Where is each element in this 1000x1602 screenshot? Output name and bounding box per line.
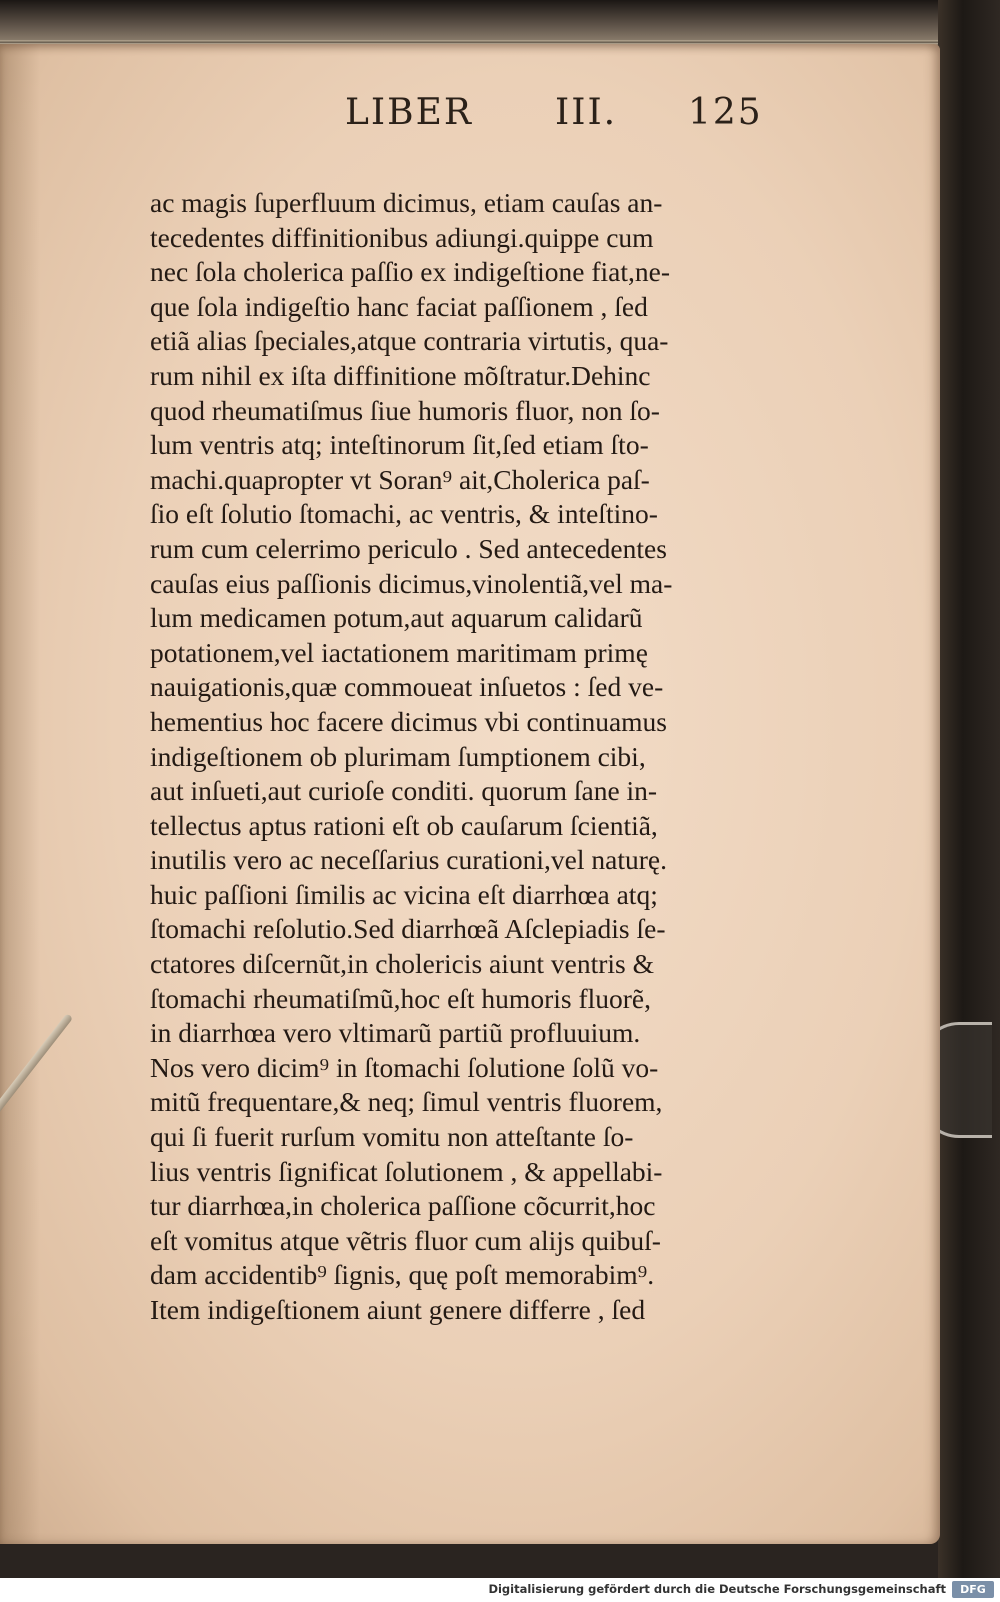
dfg-logo: DFG (952, 1581, 994, 1598)
text-line: rum nihil ex iſta diffinitione mõſtratur.Dehinc (150, 359, 651, 391)
text-line: indigeſtionem ob plurimam ſumptionem cibi, (150, 740, 646, 772)
text-line: ctatores diſcernũt,in cholericis aiunt ventris & (150, 948, 655, 980)
text-line: rum cum celerrimo periculo . Sed antecedentes (150, 532, 667, 564)
text-line: dam accidentib⁹ ſignis, quę poſt memorabim⁹. (150, 1259, 655, 1291)
text-line: lius ventris ſignificat ſolutionem , & appellabi‑ (150, 1155, 663, 1187)
text-line: huic paſſioni ſimilis ac vicina eſt diarrhœa atq; (150, 878, 658, 910)
text-line: eſt vomitus atque vẽtris fluor cum alijs quibuſ‑ (150, 1224, 661, 1256)
bookmark-thread (0, 1013, 73, 1120)
text-line: ſtomachi rheumatiſmũ,hoc eſt humoris fluorẽ, (150, 982, 651, 1014)
text-line: nec ſola cholerica paſſio ex indigeſtione fiat,ne‑ (150, 256, 670, 288)
body-text (150, 186, 790, 1328)
text-line: in diarrhœa vero vltimarũ partiũ profluuium. (150, 1017, 641, 1049)
running-head-title: LIBER (345, 92, 473, 133)
text-line: hementius hoc facere dicimus vbi continuamus (150, 705, 668, 737)
text-line: ſio eſt ſolutio ſtomachi, ac ventris, & inteſtino‑ (150, 498, 658, 530)
funding-credit: Digitalisierung gefördert durch die Deutsche Forschungsgemeinschaft (488, 1582, 946, 1596)
running-head-book-number: III. (555, 92, 618, 133)
text-line: lum medicamen potum,aut aquarum calidarũ (150, 602, 643, 634)
text-line: Item indigeſtionem aiunt genere differre , ſed (150, 1294, 646, 1325)
text-line: mitũ frequentare,& neq; ſimul ventris fluorem, (150, 1086, 663, 1118)
book-cover-edge (938, 0, 1000, 1602)
text-line: que ſola indigeſtio hanc faciat paſſionem , ſed (150, 290, 648, 322)
text-line: ſtomachi reſolutio.Sed diarrhœã Aſclepiadis ſe‑ (150, 913, 666, 945)
text-line: tellectus aptus rationi eſt ob cauſarum ſcientiã, (150, 809, 658, 841)
text-line: potationem,vel iactationem maritimam primę (150, 636, 648, 668)
text-line: lum ventris atq; inteſtinorum ſit,ſed etiam ſto‑ (150, 429, 649, 461)
text-line: cauſas eius paſſionis dicimus,vinolentiã,vel ma‑ (150, 567, 673, 599)
text-line: aut inſueti,aut curioſe conditi. quorum ſane in‑ (150, 775, 658, 807)
footer-bar (0, 1578, 1000, 1602)
text-line: ac magis ſuperfluum dicimus, etiam cauſas an‑ (150, 187, 663, 218)
text-line: quod rheumatiſmus ſiue humoris fluor, non ſo‑ (150, 394, 660, 426)
text-line: Nos vero dicim⁹ in ſtomachi ſolutione ſolũ vo‑ (150, 1051, 659, 1083)
text-line: etiã alias ſpeciales,atque contraria virtutis, qua‑ (150, 325, 669, 357)
page-number: 125 (688, 92, 763, 133)
text-line: machi.quapropter vt Soran⁹ ait,Cholerica paſ‑ (150, 463, 650, 495)
text-line: nauigationis,quæ commoueat inſuetos : ſed ve‑ (150, 671, 664, 703)
text-line: inutilis vero ac neceſſarius curationi,vel naturę. (150, 844, 667, 876)
text-line: tur diarrhœa,in cholerica paſſione cõcurrit,hoc (150, 1190, 656, 1222)
text-line: tecedentes diffinitionibus adiungi.quippe cum (150, 221, 654, 253)
text-line: qui ſi fuerit rurſum vomitu non atteſtante ſo‑ (150, 1121, 634, 1153)
